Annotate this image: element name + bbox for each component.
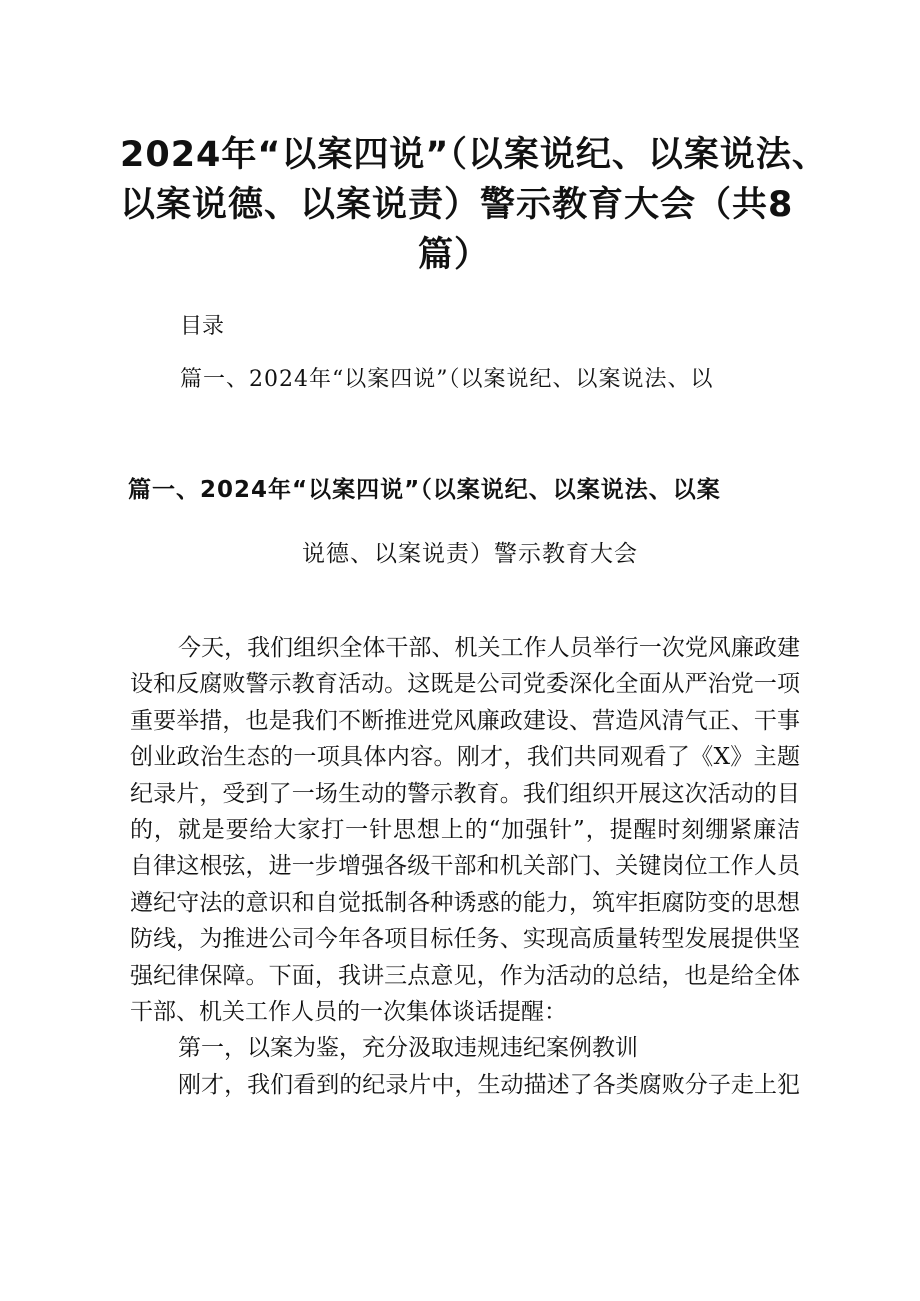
- paragraph-line: 今天，我们组织全体干部、机关工作人员举行一次党风廉政建: [178, 635, 800, 661]
- section-title: [128, 475, 808, 569]
- toc-heading: 目录: [180, 314, 225, 339]
- paragraph-line: 设和反腐败警示教育活动。这既是公司党委深化全面从严治党一项: [130, 671, 800, 698]
- document-title-line: 2024年“以案四说”（以案说纪、以案说法、: [120, 135, 828, 175]
- section-title-line: 篇一、2024年“以案四说”（以案说纪、以案说法、以案: [128, 477, 721, 503]
- document-title-line: 篇）: [417, 235, 490, 275]
- paragraph-line: 刚才，我们看到的纪录片中，生动描述了各类腐败分子走上犯: [178, 1071, 800, 1098]
- document-title-line: 以案说德、以案说责）警示教育大会（共8: [120, 185, 794, 225]
- paragraph-line: 纪录片，受到了一场生动的警示教育。我们组织开展这次活动的目: [130, 780, 800, 807]
- toc-item-link[interactable]: 篇一、2024年“以案四说”（以案说纪、以案说法、以: [180, 367, 714, 392]
- paragraph-line: 重要举措，也是我们不断推进党风廉政建设、营造风清气正、干事: [130, 707, 800, 734]
- paragraph-line: 的，就是要给大家打一针思想上的“加强针”，提醒时刻绷紧廉洁: [130, 817, 800, 844]
- paragraph-line: 自律这根弦，进一步增强各级干部和机关部门、关键岗位工作人员: [130, 853, 800, 880]
- body-text: [130, 630, 800, 1103]
- subheading-line: 第一，以案为鉴，充分汲取违规违纪案例教训: [178, 1035, 638, 1062]
- paragraph-line: 强纪律保障。下面，我讲三点意见，作为活动的总结，也是给全体: [130, 962, 800, 989]
- paragraph-line: 创业政治生态的一项具体内容。刚才，我们共同观看了《X》主题: [130, 744, 800, 771]
- paragraph-line: 干部、机关工作人员的一次集体谈话提醒：: [130, 999, 567, 1026]
- paragraph-line: 防线，为推进公司今年各项目标任务、实现高质量转型发展提供坚: [130, 926, 800, 953]
- section-title-line: 说德、以案说责）警示教育大会: [302, 541, 638, 567]
- document-title: [120, 130, 828, 280]
- paragraph-line: 遵纪守法的意识和自觉抵制各种诱惑的能力，筑牢拒腐防变的思想: [130, 889, 800, 916]
